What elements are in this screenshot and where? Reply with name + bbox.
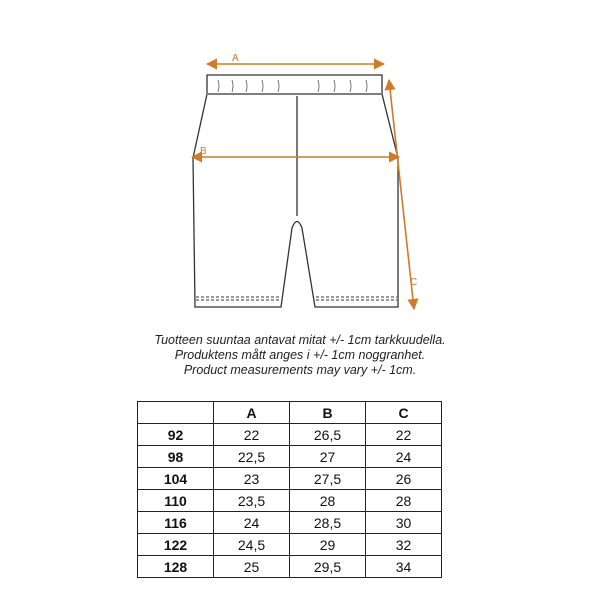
measurement-cell-a: 22 [214, 424, 290, 446]
size-cell: 116 [138, 512, 214, 534]
table-header-row [138, 402, 442, 424]
measurement-cell-a: 25 [214, 556, 290, 578]
dimension-b-label: B [200, 146, 207, 157]
size-cell: 110 [138, 490, 214, 512]
table-row [138, 512, 442, 534]
table-row [138, 424, 442, 446]
size-cell: 92 [138, 424, 214, 446]
header-a: A [214, 402, 290, 424]
shorts-outline [193, 75, 398, 307]
accuracy-note-en: Product measurements may vary +/- 1cm. [183, 363, 417, 377]
measurement-cell-c: 22 [366, 424, 442, 446]
measurement-cell-a: 24 [214, 512, 290, 534]
table-row [138, 446, 442, 468]
dimension-c-label: C [410, 277, 418, 288]
table-row [138, 490, 442, 512]
size-cell: 98 [138, 446, 214, 468]
header-c: C [366, 402, 442, 424]
measurement-cell-c: 28 [366, 490, 442, 512]
measurement-cell-c: 30 [366, 512, 442, 534]
measurement-cell-b: 28,5 [290, 512, 366, 534]
measurement-cell-a: 22,5 [214, 446, 290, 468]
measurement-cell-b: 27,5 [290, 468, 366, 490]
header-b: B [290, 402, 366, 424]
dimension-a-label: A [232, 53, 239, 64]
accuracy-note-fi: Tuotteen suuntaa antavat mitat +/- 1cm tarkkuudella. [154, 333, 446, 347]
measurement-cell-b: 28 [290, 490, 366, 512]
measurement-cell-c: 26 [366, 468, 442, 490]
waistband-gathers [218, 80, 367, 92]
size-cell: 122 [138, 534, 214, 556]
measurement-cell-a: 24,5 [214, 534, 290, 556]
measurement-cell-b: 26,5 [290, 424, 366, 446]
measurement-cell-c: 24 [366, 446, 442, 468]
measurement-cell-b: 29,5 [290, 556, 366, 578]
dimension-c-arrow [389, 80, 414, 309]
header-size [138, 402, 214, 424]
measurement-cell-b: 29 [290, 534, 366, 556]
table-row [138, 556, 442, 578]
size-cell: 104 [138, 468, 214, 490]
size-table [137, 401, 442, 578]
table-row [138, 534, 442, 556]
measurement-cell-c: 34 [366, 556, 442, 578]
measurement-cell-a: 23,5 [214, 490, 290, 512]
measurement-cell-b: 27 [290, 446, 366, 468]
table-row [138, 468, 442, 490]
measurement-cell-a: 23 [214, 468, 290, 490]
accuracy-note-sv: Produktens mått anges i +/- 1cm noggranhet. [174, 348, 426, 362]
measurement-cell-c: 32 [366, 534, 442, 556]
size-cell: 128 [138, 556, 214, 578]
